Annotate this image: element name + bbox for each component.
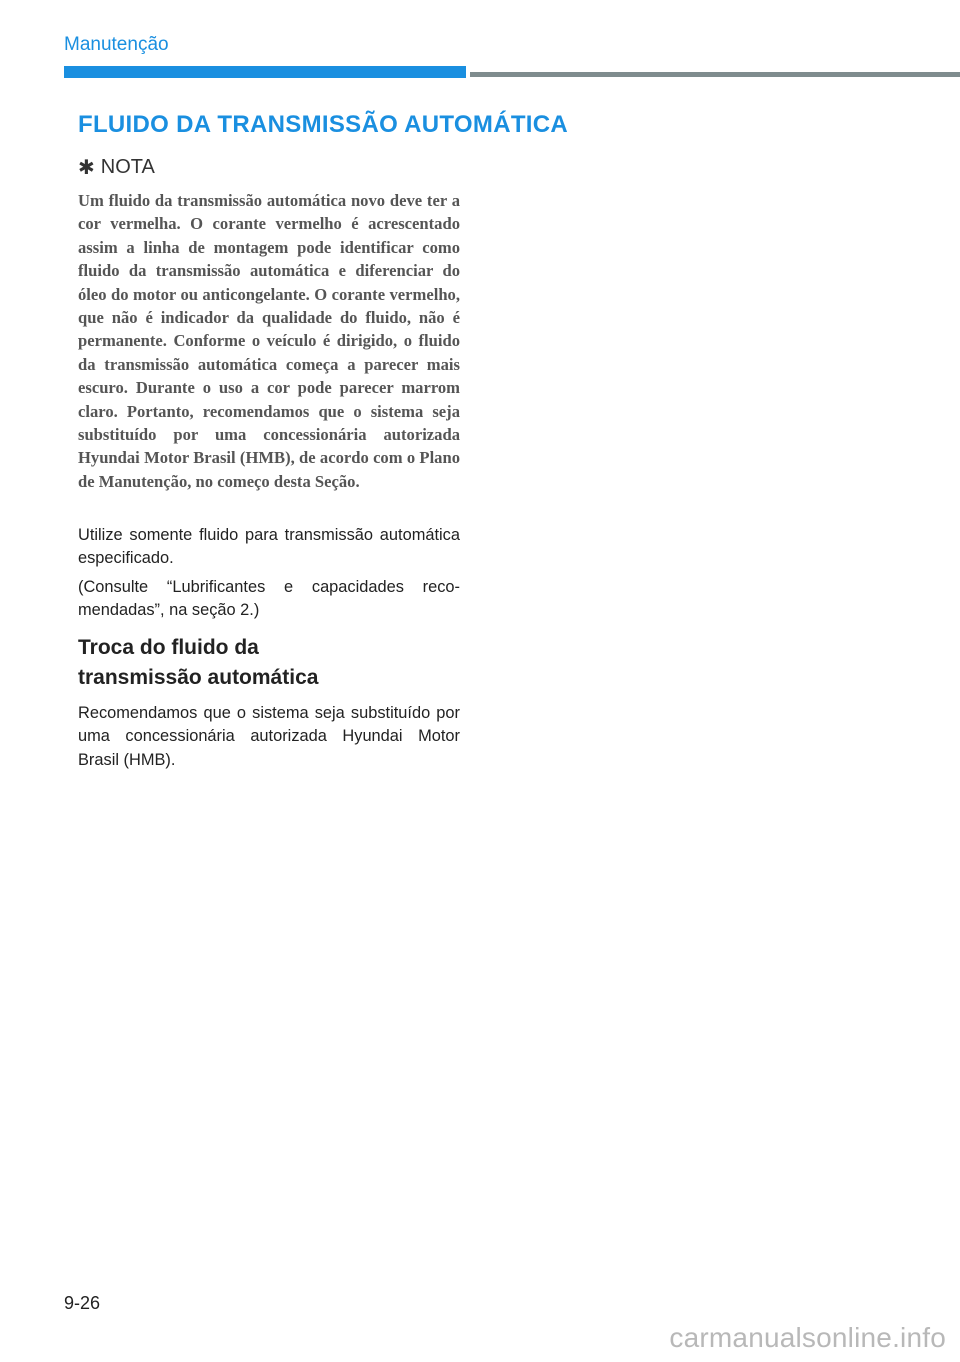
note-text: Um fluido da transmissão automática novo deve ter a cor vermelha. O corante vermelho é acrescentado assim a linha de montagem pode identificar como fluido da transmissão automática e diferenciar do óleo do motor ou anticongelante. O corante vermelho, que não é indicador da qualidade do fluido, não é permanente. Conforme o veículo é dirigido, o fluido da transmissão automática começa a parecer mais escuro. Durante o uso a cor pode parecer marrom claro. Portanto, recomendamos que o sistema seja substituído por uma concessionária autorizada Hyundai Motor Brasil (HMB), de acordo com o Plano de Manutenção, no começo desta Seção. — [78, 191, 460, 491]
page-number: 9-26 — [64, 1293, 101, 1313]
paragraph-recommendation: Recomendamos que o sistema seja substituído por uma concessionária autorizada Hyundai Motor Brasil (HMB). — [78, 704, 460, 769]
paragraph-reference: (Consulte “Lubrificantes e capacidades recomendadas”, na seção 2.) — [78, 578, 460, 620]
header-accent-bar — [64, 66, 466, 78]
note-heading-label: NOTA — [100, 156, 155, 178]
section-label: Manutenção — [64, 34, 169, 55]
header-rule — [470, 72, 960, 77]
subheading — [78, 633, 460, 693]
page-title: FLUIDO DA TRANSMISSÃO AUTOMÁTICA — [78, 111, 569, 138]
subheading-line-2: transmissão automática — [78, 666, 319, 689]
watermark: carmanualsonline.info — [669, 1322, 946, 1353]
note-heading — [78, 156, 460, 179]
subheading-line-1: Troca do fluido da — [78, 636, 259, 659]
paragraph-fluid-spec: Utilize somente fluido para transmissão automática especificado. — [78, 526, 460, 568]
star-icon: ✱ — [78, 156, 95, 179]
